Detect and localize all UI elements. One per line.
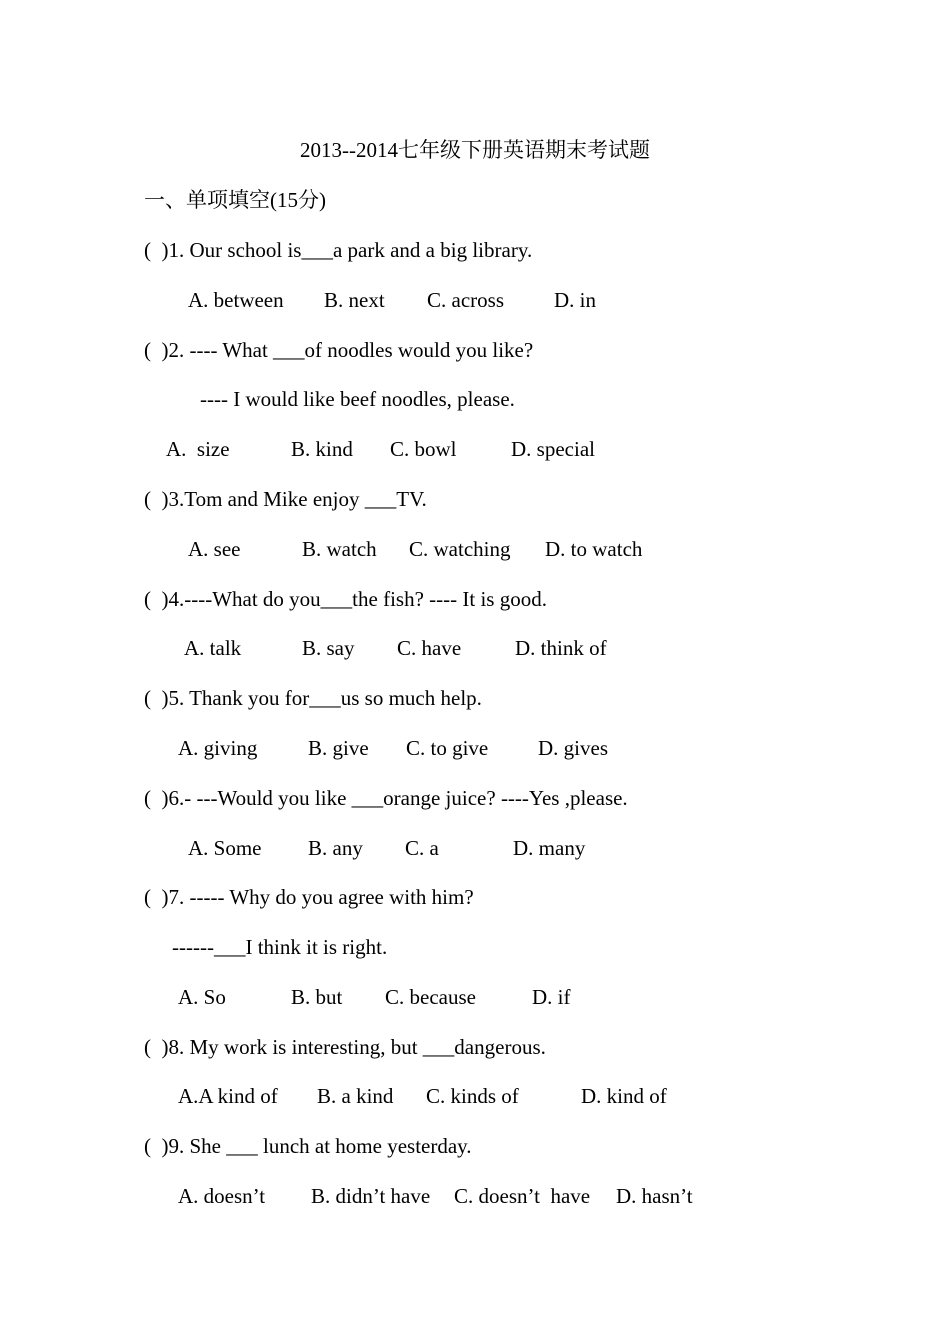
option-b: B. watch <box>302 537 377 561</box>
question-stem: ( )1. Our school is___a park and a big library. <box>144 238 533 262</box>
question-stem: ( )4.----What do you___the fish? ---- It is good. <box>144 587 547 611</box>
option-d: D. if <box>532 985 571 1009</box>
option-d: D. kind of <box>581 1084 667 1108</box>
option-b: B. a kind <box>317 1084 394 1108</box>
section-heading: 一、单项填空(15分) <box>144 188 326 212</box>
option-b: B. give <box>308 736 369 760</box>
option-a: A. doesn’t <box>178 1184 266 1208</box>
option-b: B. any <box>308 836 363 860</box>
option-b: B. next <box>324 288 385 312</box>
option-c: C. a <box>405 836 439 860</box>
question-reply: ------___I think it is right. <box>172 935 388 959</box>
option-a: A. size <box>166 437 230 461</box>
question-stem: ( )3.Tom and Mike enjoy ___TV. <box>144 487 427 511</box>
option-d: D. hasn’t <box>616 1184 693 1208</box>
option-b: B. kind <box>291 437 353 461</box>
option-d: D. many <box>513 836 586 860</box>
option-c: C. across <box>427 288 504 312</box>
option-a: A. between <box>188 288 284 312</box>
option-a: A. Some <box>188 836 262 860</box>
option-d: D. gives <box>538 736 608 760</box>
option-c: C. because <box>385 985 476 1009</box>
option-a: A.A kind of <box>178 1084 278 1108</box>
option-a: A. see <box>188 537 241 561</box>
option-b: B. but <box>291 985 343 1009</box>
question-stem: ( )5. Thank you for___us so much help. <box>144 686 482 710</box>
option-d: D. think of <box>515 636 607 660</box>
option-c: C. watching <box>409 537 511 561</box>
question-stem: ( )8. My work is interesting, but ___dangerous. <box>144 1035 546 1059</box>
option-d: D. special <box>511 437 595 461</box>
exam-title: 2013--2014七年级下册英语期末考试题 <box>300 138 650 162</box>
question-reply: ---- I would like beef noodles, please. <box>200 387 515 411</box>
option-c: C. kinds of <box>426 1084 519 1108</box>
option-c: C. to give <box>406 736 489 760</box>
option-a: A. So <box>178 985 226 1009</box>
option-c: C. have <box>397 636 462 660</box>
question-stem: ( )7. ----- Why do you agree with him? <box>144 885 474 909</box>
option-c: C. bowl <box>390 437 457 461</box>
question-stem: ( )9. She ___ lunch at home yesterday. <box>144 1134 472 1158</box>
option-b: B. say <box>302 636 355 660</box>
option-b: B. didn’t have <box>311 1184 431 1208</box>
option-d: D. to watch <box>545 537 643 561</box>
option-d: D. in <box>554 288 596 312</box>
question-stem: ( )6.- ---Would you like ___orange juice? ----Yes ,please. <box>144 786 628 810</box>
option-c: C. doesn’t have <box>454 1184 591 1208</box>
question-stem: ( )2. ---- What ___of noodles would you like? <box>144 338 534 362</box>
option-a: A. giving <box>178 736 258 760</box>
option-a: A. talk <box>184 636 242 660</box>
